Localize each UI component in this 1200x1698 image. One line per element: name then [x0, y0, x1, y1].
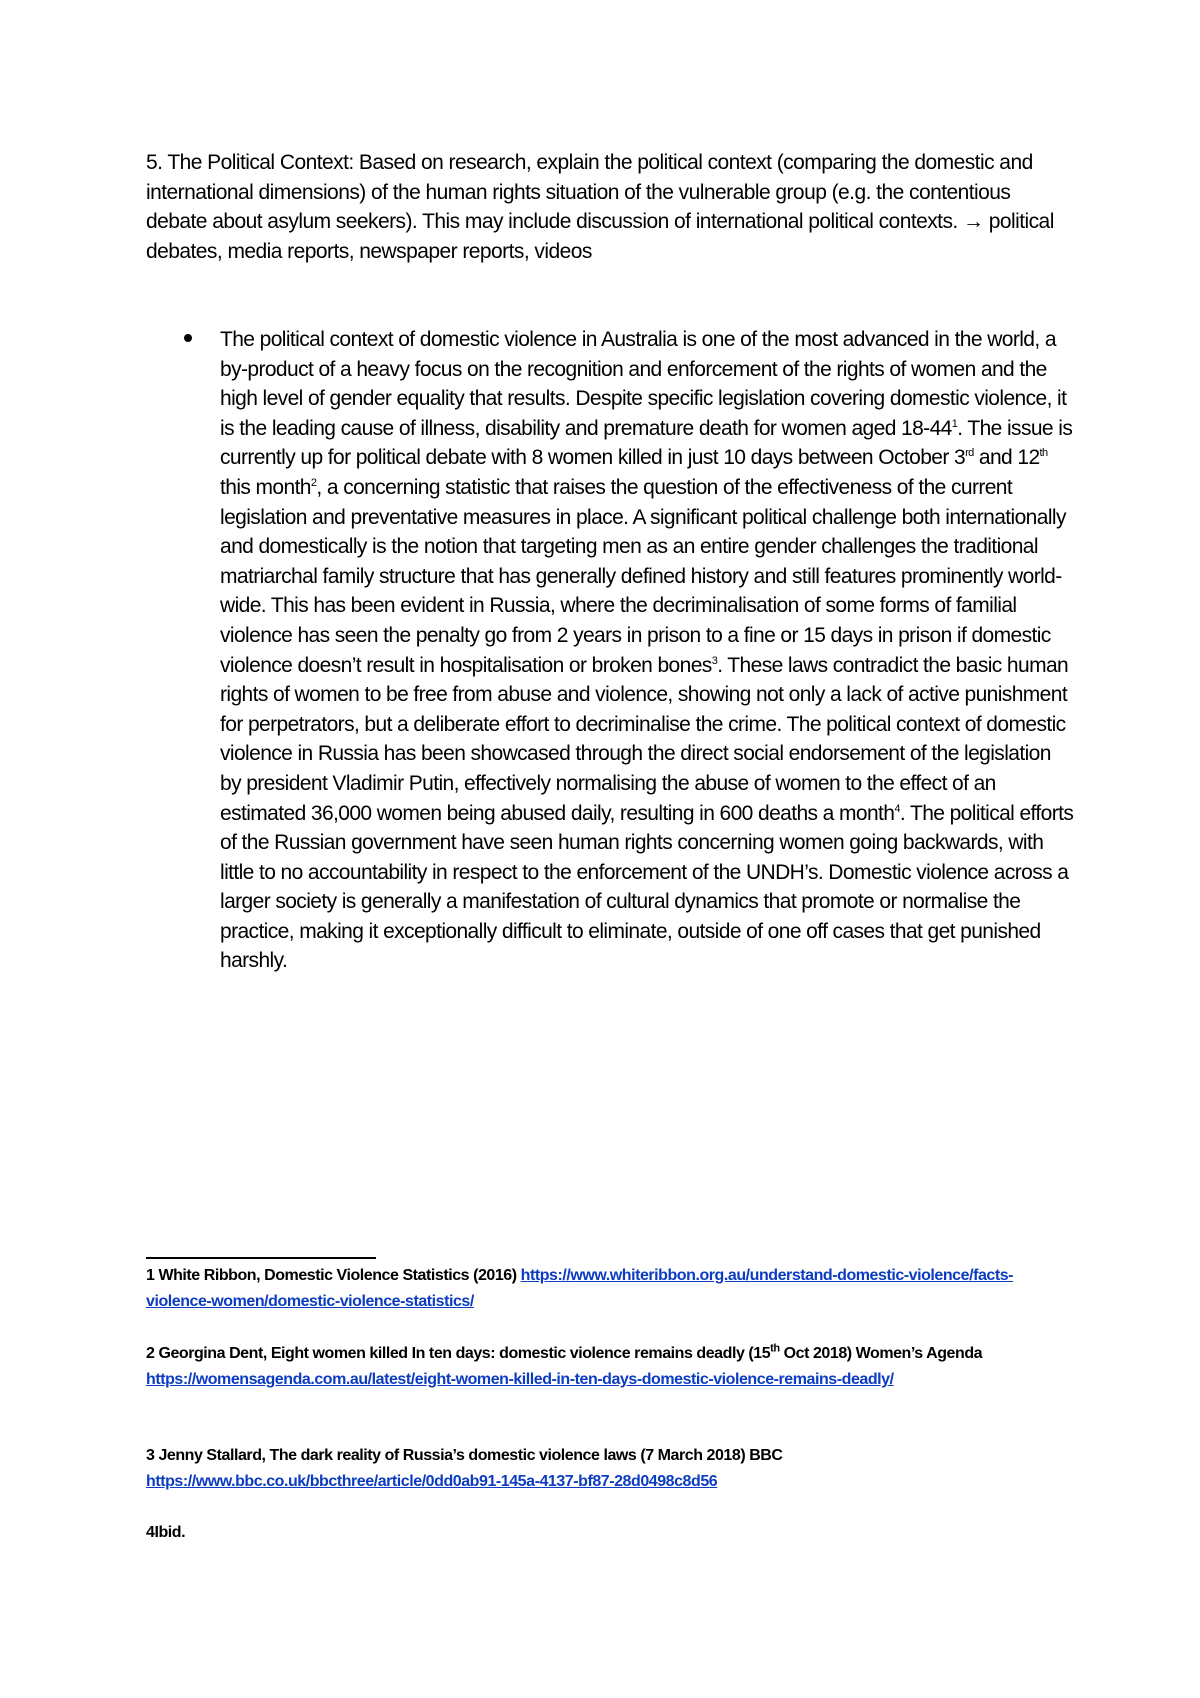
footnote-ref-2[interactable]: 2 — [310, 476, 317, 489]
ordinal-suffix: rd — [965, 447, 974, 460]
footnote-text: 1 White Ribbon, Domestic Violence Statistics (2016) — [146, 1267, 521, 1284]
ordinal-suffix: th — [770, 1342, 780, 1355]
footnote-link[interactable]: https://www.whiteribbon.org.au/understand-domestic-violence/facts-violence-women/domestic-violence-statistics/ — [146, 1267, 1014, 1310]
paragraph-text: The political context of domestic violence in Australia is one of the most advanced in the world, a by-product of a heavy focus on the recognition and enforcement of the rights of women and the high level of gender equality that results. Despite specific legislation covering domestic violence, it is the leading cause of illness, disability and premature death for women aged 18-44 — [220, 328, 1067, 440]
footnote-3 — [146, 1443, 1076, 1495]
footnote-link[interactable]: https://womensagenda.com.au/latest/eight-women-killed-in-ten-days-domestic-violence-remains-deadly/ — [146, 1371, 894, 1388]
paragraph-text: . The political efforts of the Russian government have seen human rights concerning women going backwards, with little to no accountability in respect to the enforcement of the UNDH’s. Domestic violence across a larger society is generally a manifestation of cultural dynamics that promote or normalise the practice, making it exceptionally difficult to eliminate, outside of one off cases that get punished harshly. — [220, 801, 1074, 973]
footnote-1 — [146, 1263, 1076, 1315]
footnote-2 — [146, 1341, 1076, 1393]
bullet-icon — [184, 334, 192, 342]
ordinal-suffix: th — [1039, 447, 1048, 460]
bullet-paragraph — [220, 325, 1076, 976]
paragraph-text: . The issue is currently up for political debate with 8 women killed in just 10 days between October 3 — [220, 416, 1073, 470]
footnote-ref-3[interactable]: 3 — [711, 654, 718, 667]
paragraph-text: , a concerning statistic that raises the question of the effectiveness of the current legislation and preventative measures in place. A significant political challenge both internationally and domestically is the notion that targeting men as an entire gender challenges the traditional matriarchal family structure that has generally defined history and still features prominently world-wide. This has been evident in Russia, where the decriminalisation of some forms of familial violence has seen the penalty go from 2 years in prison to a fine or 15 days in prison if domestic violence doesn’t result in hospitalisation or broken bones — [220, 475, 1066, 677]
footnote-4 — [146, 1520, 1076, 1546]
footnote-text: 2 Georgina Dent, Eight women killed In ten days: domestic violence remains deadly (15 — [146, 1345, 771, 1362]
footnote-separator — [146, 1257, 376, 1259]
footnote-link[interactable]: https://www.bbc.co.uk/bbcthree/article/0dd0ab91-145a-4137-bf87-28d0498c8d56 — [146, 1473, 718, 1490]
footnote-ref-4[interactable]: 4 — [894, 802, 900, 815]
footnote-ref-1[interactable]: 1 — [951, 417, 958, 430]
footnote-text: Oct 2018) Women’s Agenda — [779, 1345, 983, 1362]
paragraph-text: and 12 — [973, 446, 1040, 470]
paragraph-text: this month — [220, 475, 311, 499]
paragraph-text: . These laws contradict the basic human rights of women to be free from abuse and violence, showing not only a lack of active punishment for perpetrators, but a deliberate effort to decriminalise the crime. The political context of domestic violence in Russia has been showcased through the direct social endorsement of the legislation by president Vladimir Putin, effectively normalising the abuse of women to the effect of an estimated 36,000 women being abused daily, resulting in 600 deaths a month — [220, 653, 1069, 825]
footnote-text: 3 Jenny Stallard, The dark reality of Russia’s domestic violence laws (7 March 2018) BBC — [146, 1447, 783, 1464]
question-heading: 5. The Political Context: Based on research, explain the political context (comparing the domestic and international dimensions) of the human rights situation of the vulnerable group (e.g. the contentious debate about asylum seekers). This may include discussion of international political contexts. → political debates, media reports, newspaper reports, videos — [146, 151, 1054, 263]
footnote-text: 4Ibid. — [146, 1524, 186, 1541]
